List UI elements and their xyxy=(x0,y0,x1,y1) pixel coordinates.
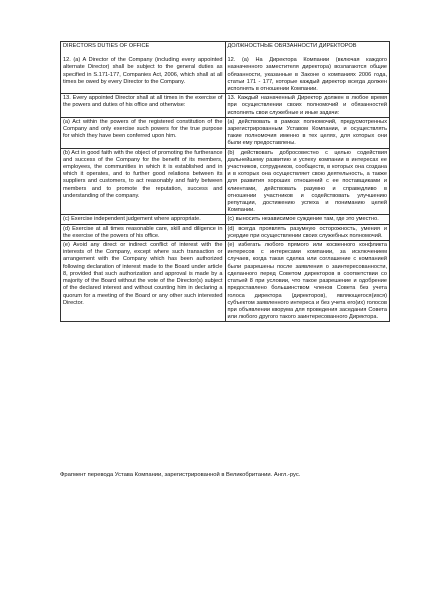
en-heading: DIRECTORS DUTIES OF OFFICE xyxy=(63,43,150,49)
ru-clause-13b: (b) действовать добросовестно с целью содействия дальнейшему развитию и успеху компании в интересах ее участников, сотрудников, сообществ, в которых она создана и в которых она осуществляет свою деятельность, а также для развития хороших отношений с ее поставщиками и клиентами, действовать разумно и справедливо в отношении участников и содействовать улучшению репутации, достижению успеха и пониманию целей Компании. xyxy=(225,148,390,215)
en-clause-13a: (a) Act within the powers of the registered constitution of the Company and only exercise such powers for the true purpose for which they have been conferred upon him. xyxy=(61,117,226,148)
table-row xyxy=(61,215,390,224)
en-clause-12a: 12. (a) A Director of the Company (including every appointed alternate Director) shall be subject to the general duties as specified in S.171-177, Companies Act, 2006, which shall at all times be owed by every Director to the Company. xyxy=(63,57,223,85)
en-clause-13b: (b) Act in good faith with the object of promoting the furtherance and success of the Company for the benefit of its members, employees, the communities in which it is established and in which it operates, and to further good relations between its suppliers and customers, to act reasonably and fairly between members and to promote the reputation, success and understanding of the company. xyxy=(61,148,226,215)
table-row xyxy=(61,148,390,215)
ru-clause-13c: (c) выносить независимое суждение там, где это уместно. xyxy=(225,215,390,224)
ru-clause-13d: (d) всегда проявлять разумную осторожность, умения и усердие при осуществлении своих служебных полномочий. xyxy=(225,224,390,240)
caption: Фрагмент перевода Устава Компании, зарегистрированной в Великобритании. Англ.-рус. xyxy=(60,472,301,478)
table-row xyxy=(61,42,390,94)
ru-clause-12a: 12. (a) На Директора Компании (включая каждого назначенного заместителя директора) возлагаются общие обязанности, указанные в Законе о компаниях 2006 года, статьи 171 - 177, которые каждый директор всегда должен исполнять в отношении Компании. xyxy=(227,57,387,93)
ru-clause-13e: (e) избегать любого прямого или косвенного конфликта интересов с интересами компании, за исключением случаев, когда такая сделка или соглашение с компанией были разрешены после заявления о заинтересованности, сделанного перед Советом директоров в соответствии со статьей 8 при условии, что такое разрешение и одобрение предоставлено большинством членов Совета без учета голоса директора (директоров), являющегося(ихся) субъектом заявленного интереса и без учета его(их) голосов при объявлении кворума для проведения заседания Совета или любого другого такого заинтересованного Директора. xyxy=(225,241,390,322)
bilingual-table xyxy=(60,41,390,322)
table-row xyxy=(61,241,390,322)
ru-clause-13a: (a) действовать в рамках полномочий, предусмотренных зарегистрированным Уставом Компании, и осуществлять такие полномочия именно в тех целях, для которых они были ему предоставлены. xyxy=(225,117,390,148)
ru-clause-13: 13. Каждый назначенный Директор должен в любое время при осуществлении своих полномочий и обязанностей исполнять свои служебные и иные задачи: xyxy=(225,94,390,118)
table-row xyxy=(61,117,390,148)
en-clause-13d: (d) Exercise at all times reasonable care, skill and diligence in the exercise of the powers of his office. xyxy=(61,224,226,240)
table-row xyxy=(61,224,390,240)
en-clause-13: 13. Every appointed Director shall at all times in the exercise of the powers and duties of his office and otherwise: xyxy=(61,94,226,118)
en-clause-13c: (c) Exercise independent judgement where appropriate. xyxy=(61,215,226,224)
ru-cell xyxy=(225,42,390,94)
en-clause-13e: (e) Avoid any direct or indirect conflict of interest with the interests of the Company, except where such transaction or arrangement with the Company which has been authorized following declaration of interest made to the Board under article 8, provided that such authorization and approval is made by a majority of the Board without the vote of the Director(s) subject of the declared interest and without counting him in declaring a quorum for a meeting of the Board or any other such interested Director. xyxy=(61,241,226,322)
en-cell xyxy=(61,42,226,94)
table-row xyxy=(61,94,390,118)
ru-heading: ДОЛЖНОСТНЫЕ ОБЯЗАННОСТИ ДИРЕКТОРОВ xyxy=(227,43,357,49)
